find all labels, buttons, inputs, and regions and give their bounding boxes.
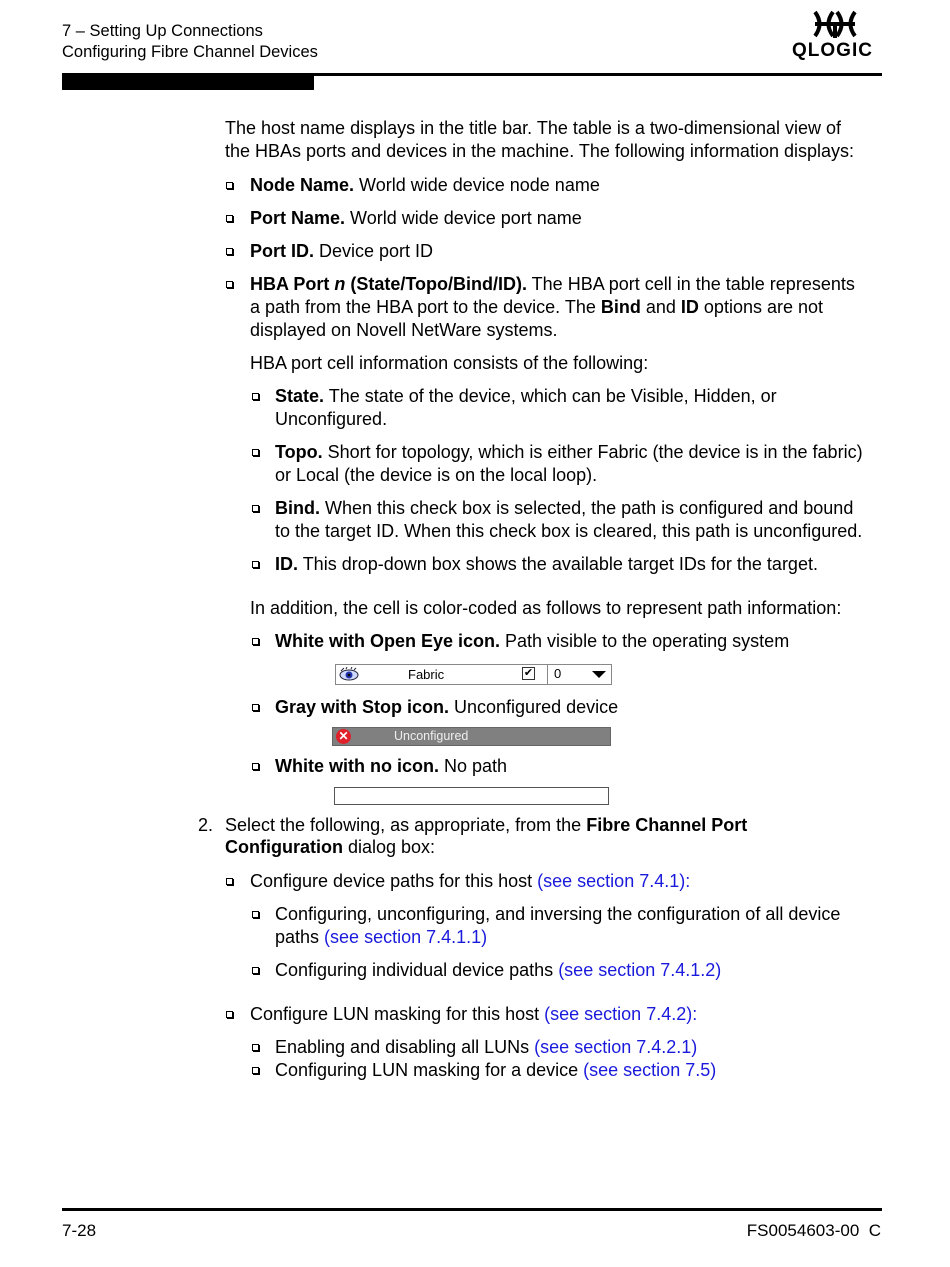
list-item-individual-paths: Configuring individual device paths (see section 7.4.1.2) [275, 960, 722, 980]
link-section-7-4-2-1[interactable]: (see section 7.4.2.1) [534, 1037, 698, 1057]
list-item-topo: Topo. Short for topology, which is either Fabric (the device is in the fabric) [275, 442, 863, 462]
list-item-lun-device: Configuring LUN masking for a device (see section 7.5) [275, 1060, 717, 1080]
hba-port-cell-unconfigured [332, 727, 611, 746]
step2-line: Select the following, as appropriate, from the Fibre Channel Port [225, 815, 748, 835]
link-section-7-4-2[interactable]: (see section 7.4.2): [544, 1004, 698, 1024]
qlogic-logo [790, 8, 880, 66]
bullet-icon [226, 1011, 233, 1018]
qlogic-logo-icon [790, 8, 880, 40]
intro-line: The host name displays in the title bar. The table is a two-dimensional view of [225, 118, 841, 138]
id-dropdown[interactable] [547, 665, 612, 684]
unconfigured-label: Unconfigured [394, 729, 469, 743]
list-item-white-eye: White with Open Eye icon. Path visible to the operating system [275, 631, 790, 651]
list-item-state: State. The state of the device, which can be Visible, Hidden, or [275, 386, 777, 406]
logo-text: QLOGIC [792, 40, 873, 61]
step-number: 2. [198, 815, 214, 835]
list-item-enable-luns: Enabling and disabling all LUNs (see section 7.4.2.1) [275, 1037, 698, 1057]
id-dropdown-value: 0 [554, 666, 562, 681]
hba-port-line: a path from the HBA port to the device. The Bind and ID options are not [250, 297, 824, 317]
document-number: FS0054603-00 C [746, 1221, 881, 1240]
bullet-icon [252, 505, 259, 512]
cell-info-text: HBA port cell information consists of the following: [250, 353, 649, 373]
open-eye-icon [339, 667, 359, 682]
bullet-icon [252, 763, 259, 770]
link-section-7-5[interactable]: (see section 7.5) [583, 1060, 717, 1080]
chapter-title: 7 – Setting Up Connections [62, 22, 263, 40]
bullet-icon [226, 182, 233, 189]
all-paths-line: paths (see section 7.4.1.1) [275, 927, 488, 947]
topo-value: Fabric [408, 667, 445, 682]
section-title: Configuring Fibre Channel Devices [62, 43, 318, 61]
bind-line: to the target ID. When this check box is cleared, this path is unconfigured. [275, 521, 863, 541]
stop-icon: ✕ [336, 729, 351, 744]
bullet-icon [252, 393, 259, 400]
bullet-icon [226, 215, 233, 222]
bullet-icon [252, 638, 259, 645]
bullet-icon [252, 1044, 259, 1051]
bullet-icon [226, 281, 233, 288]
bullet-icon [252, 911, 259, 918]
hba-port-cell-visible [335, 664, 612, 685]
bullet-icon [252, 561, 259, 568]
topo-line: or Local (the device is on the local loop). [275, 465, 598, 485]
bullet-icon [252, 449, 259, 456]
list-item-hba-port: HBA Port n (State/Topo/Bind/ID). The HBA port cell in the table represents [250, 274, 855, 294]
bullet-icon [226, 248, 233, 255]
bullet-icon [226, 878, 233, 885]
intro-line: the HBAs ports and devices in the machine. The following information displays: [225, 141, 854, 161]
list-item-gray-stop: Gray with Stop icon. Unconfigured device [275, 697, 619, 717]
list-item-node-name: Node Name. World wide device node name [250, 175, 600, 195]
link-section-7-4-1[interactable]: (see section 7.4.1) [537, 871, 686, 891]
link-section-7-4-1-1[interactable]: (see section 7.4.1.1) [324, 927, 488, 947]
list-item-bind: Bind. When this check box is selected, the path is configured and bound [275, 498, 854, 518]
bullet-icon [252, 967, 259, 974]
dropdown-arrow-icon [592, 671, 606, 678]
header-bar [62, 76, 314, 90]
footer-rule [62, 1208, 882, 1211]
bullet-icon [252, 704, 259, 711]
page-number: 7-28 [62, 1221, 97, 1240]
state-line: Unconfigured. [275, 409, 388, 429]
color-intro-text: In addition, the cell is color-coded as follows to represent path information: [250, 598, 842, 618]
link-section-7-4-1-2[interactable]: (see section 7.4.1.2) [558, 960, 722, 980]
bind-checkbox[interactable]: ✔ [523, 667, 534, 679]
hba-port-line: displayed on Novell NetWare systems. [250, 320, 558, 340]
bullet-icon [252, 1067, 259, 1074]
hba-port-cell-no-path [334, 787, 609, 805]
list-item-all-paths: Configuring, unconfiguring, and inversing the configuration of all device [275, 904, 841, 924]
step2-line: Configuration dialog box: [225, 837, 436, 857]
list-item-device-paths: Configure device paths for this host (see section 7.4.1): [250, 871, 691, 891]
list-item-port-name: Port Name. World wide device port name [250, 208, 582, 228]
list-item-id: ID. This drop-down box shows the available target IDs for the target. [275, 554, 818, 574]
list-item-lun-masking: Configure LUN masking for this host (see section 7.4.2): [250, 1004, 698, 1024]
list-item-port-id: Port ID. Device port ID [250, 241, 434, 261]
list-item-white-none: White with no icon. No path [275, 756, 508, 776]
